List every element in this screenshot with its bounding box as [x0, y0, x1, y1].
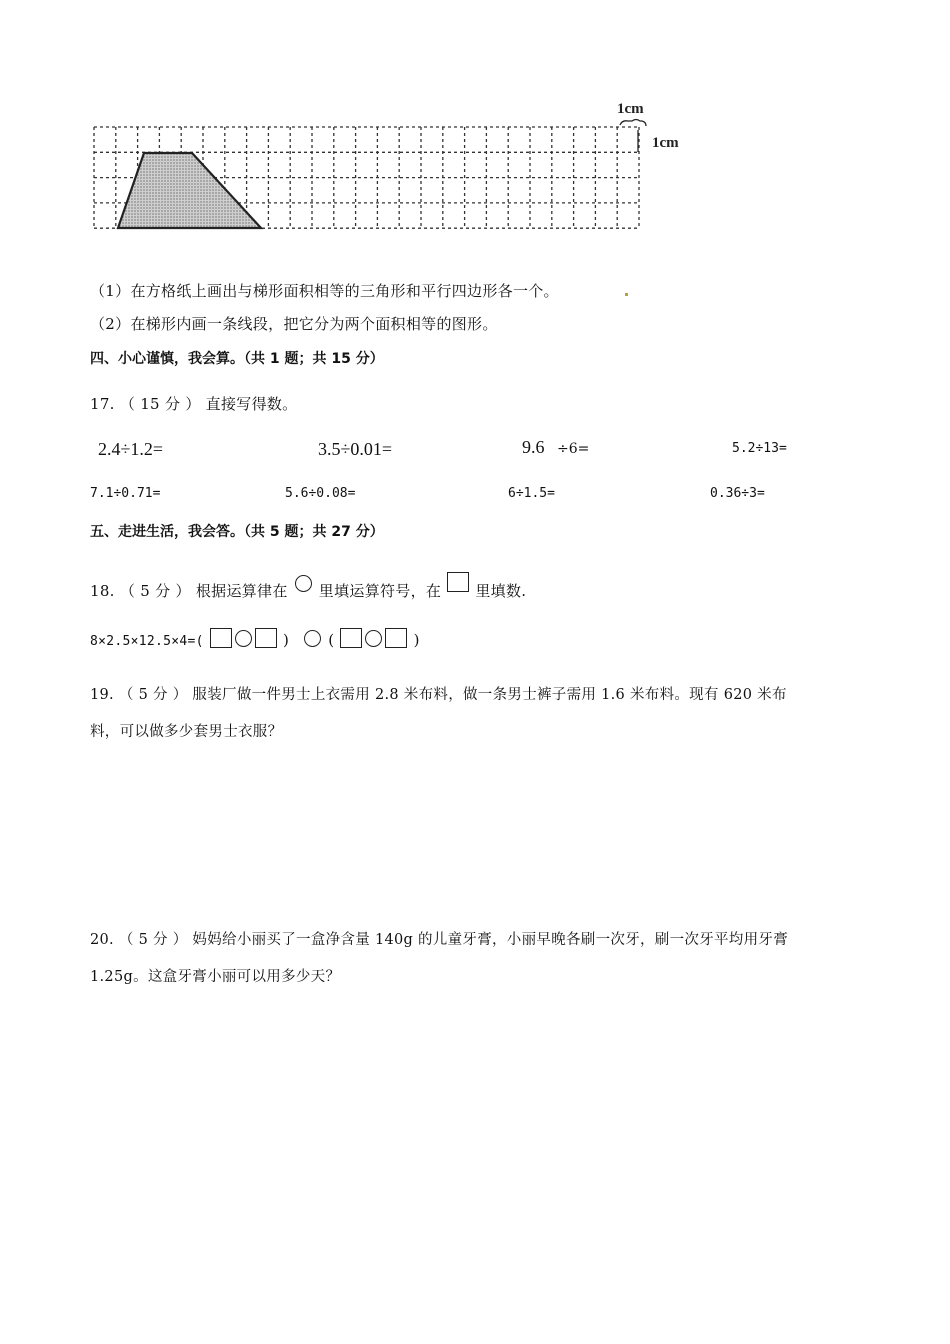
section-5-heading: 五、走进生活，我会答。（共 5 题；共 27 分） [90, 524, 384, 540]
q20-line-2: 1.25g。这盒牙膏小丽可以用多少天？ [90, 969, 341, 985]
unit-brace [620, 120, 646, 127]
q20-line-1: 20. （ 5 分 ） 妈妈给小丽买了一盒净含量 140g 的儿童牙膏，小丽早晚各刷一次牙，刷一次牙平均用牙膏 [90, 932, 789, 948]
q16-item-1: （1）在方格纸上画出与梯形面积相等的三角形和平行四边形各一个。 [90, 282, 559, 300]
q18-mid: 里填运算符号，在 [318, 582, 442, 600]
q17-r2-c2: 5.6÷0.08= [285, 486, 356, 501]
answer-box-2[interactable] [255, 628, 277, 648]
q18-expr-start: 8×2.5×12.5×4=( [90, 634, 204, 649]
answer-box-3[interactable] [340, 628, 362, 648]
q18-prompt [90, 572, 526, 601]
q18-close-paren: ) [282, 631, 290, 649]
q18-end-paren: ) [413, 631, 420, 649]
answer-circle-3[interactable] [365, 630, 382, 647]
q17-r1-c4: 5.2÷13= [732, 441, 787, 456]
unit-label-top: 1cm [617, 101, 644, 117]
section-4-heading: 四、小心谨慎，我会算。（共 1 题；共 15 分） [90, 351, 384, 367]
trapezoid [118, 153, 261, 228]
q19-line-1: 19. （ 5 分 ） 服装厂做一件男士上衣需用 2.8 米布料，做一条男士裤子需用 1.6 米布料。现有 620 米布 [90, 687, 787, 703]
stray-dot [625, 293, 628, 296]
answer-circle-2[interactable] [304, 630, 321, 647]
q17-r1-c2: 3.5÷0.01= [318, 439, 393, 459]
answer-box-1[interactable] [210, 628, 232, 648]
circle-symbol [295, 575, 312, 592]
q18-prefix: 18. （ 5 分 ） 根据运算律在 [90, 582, 288, 600]
q17-r2-c1: 7.1÷0.71= [90, 486, 161, 501]
q19-line-2: 料，可以做多少套男士衣服？ [90, 724, 283, 740]
q17-r1-c1: 2.4÷1.2= [98, 439, 164, 459]
q16-item-2: （2）在梯形内画一条线段，把它分为两个面积相等的图形。 [90, 315, 498, 333]
q17-r1-c3a: 9.6 [522, 437, 545, 457]
q18-expression [90, 628, 420, 649]
box-symbol [447, 572, 469, 592]
q17-r2-c3: 6÷1.5= [508, 486, 555, 501]
unit-label-right: 1cm [652, 135, 679, 151]
answer-circle-1[interactable] [235, 630, 252, 647]
q18-open-paren: ( [328, 631, 335, 649]
answer-box-4[interactable] [385, 628, 407, 648]
q18-suffix: 里填数. [475, 582, 527, 600]
grid-figure [80, 90, 700, 250]
q17-r1-c3b: ÷6= [557, 441, 590, 457]
q17-r2-c4: 0.36÷3= [710, 486, 765, 501]
q17-title: 17. （ 15 分 ） 直接写得数。 [90, 395, 298, 413]
